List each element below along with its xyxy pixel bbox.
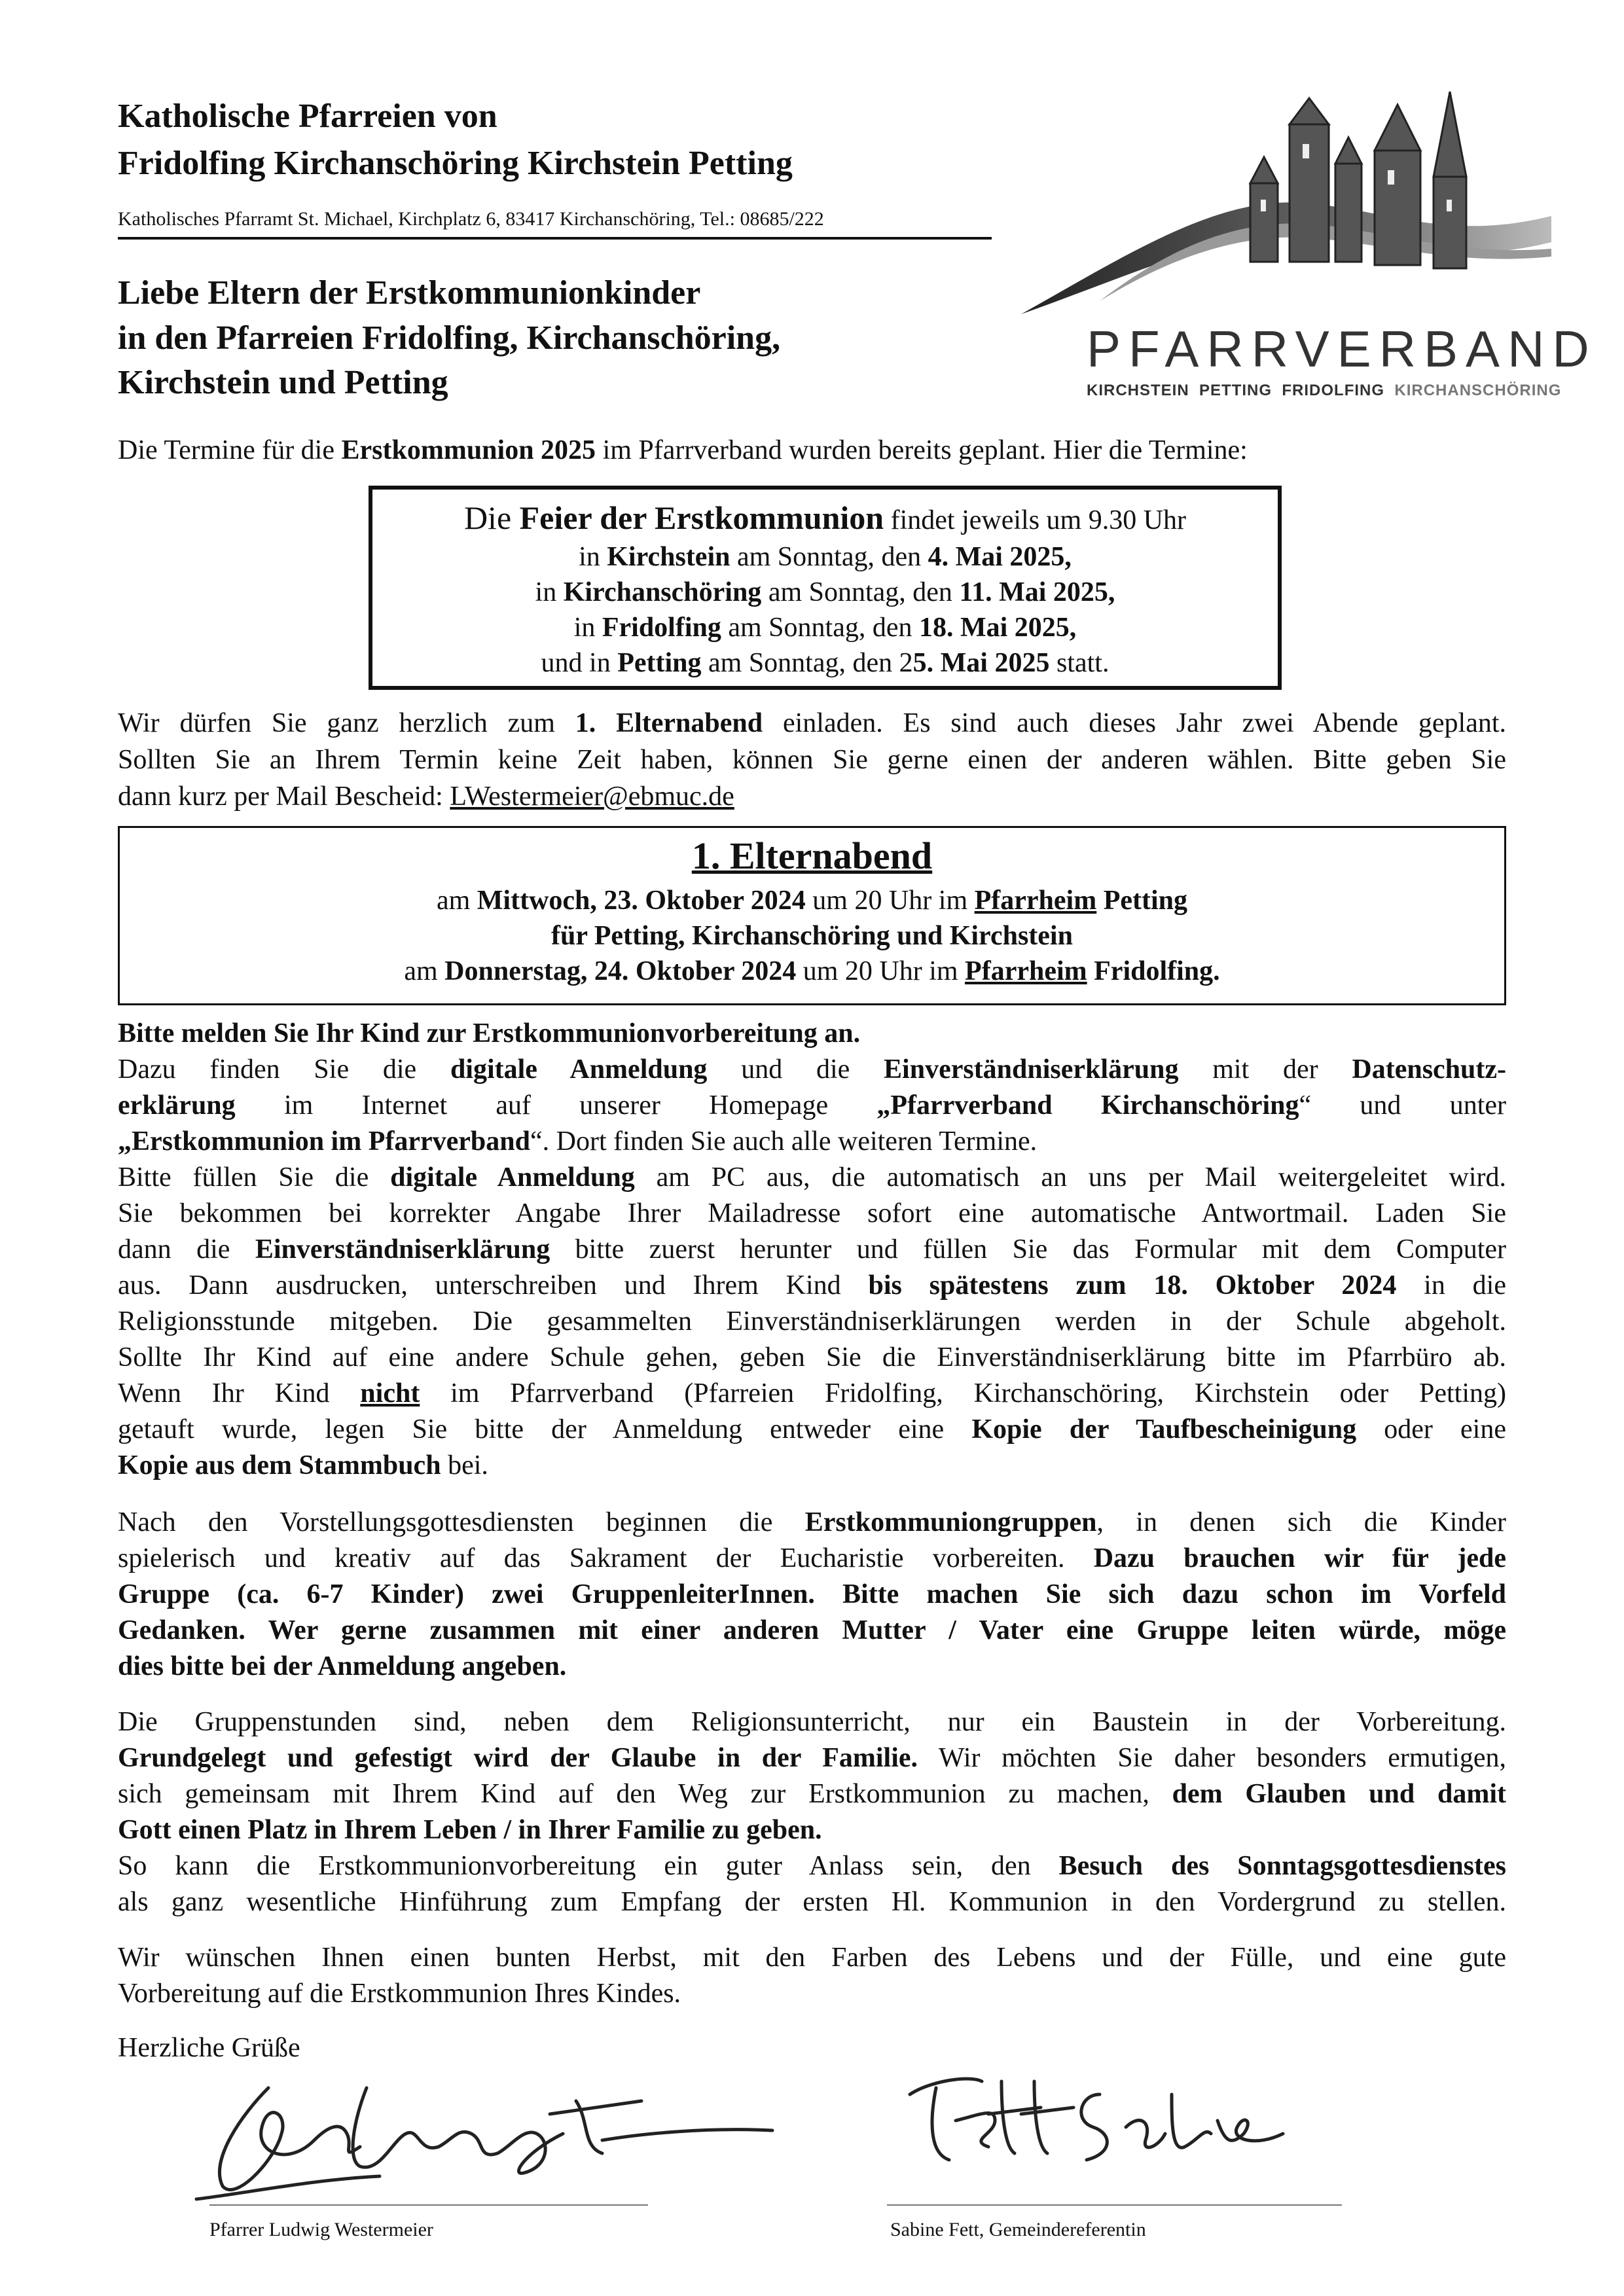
groups-line1 — [118, 1506, 1506, 1539]
text: am — [404, 956, 445, 986]
term: digitale Anmeldung — [390, 1162, 635, 1193]
text: und die — [707, 1054, 884, 1085]
groups-line5: dies bitte bei der Anmeldung angeben. — [118, 1651, 567, 1681]
text: “ und unter — [1299, 1090, 1506, 1121]
date-kirchanschoering — [372, 576, 1278, 609]
date-kirchstein — [372, 541, 1278, 573]
page-name: „Erstkommunion im Pfarrverband — [118, 1126, 530, 1157]
registration-line2 — [118, 1089, 1506, 1122]
text: einladen. Es sind auch dieses Jahr zwei Abende geplant. — [763, 708, 1507, 738]
registration-line12 — [118, 1449, 1506, 1482]
registration-line1 — [118, 1053, 1506, 1086]
signature-left-line — [209, 2204, 648, 2206]
salutation-line1: Liebe Eltern der Erstkommunionkinder — [118, 274, 701, 312]
homepage-name: „Pfarrverband Kirchanschöring — [876, 1090, 1299, 1121]
venue: Pfarrheim — [974, 886, 1097, 916]
logo-parish-kirchanschoering: KIRCHANSCHÖRING — [1394, 382, 1562, 399]
text: am Sonntag, den 2 — [701, 648, 913, 678]
text: Bitte füllen Sie die — [118, 1162, 391, 1193]
place: Petting — [1096, 886, 1188, 916]
intro-highlight: Erstkommunion 2025 — [341, 435, 596, 465]
signature-right-name: Sabine Fett, Gemeindereferentin — [890, 2219, 1146, 2240]
signature-left-name: Pfarrer Ludwig Westermeier — [209, 2219, 433, 2240]
date: 5. Mai 2025 — [912, 648, 1050, 678]
text: mit der — [1178, 1054, 1352, 1085]
place: Kirchanschöring — [563, 577, 762, 607]
term: Datenschutz- — [1352, 1054, 1507, 1085]
text: am Sonntag, den — [730, 542, 928, 572]
text: dann kurz per Mail Bescheid: — [118, 781, 450, 812]
logo-parish-petting: PETTING — [1199, 382, 1272, 399]
salutation-line2: in den Pfarreien Fridolfing, Kirchanschöring, — [118, 319, 781, 357]
text: Wenn Ihr Kind — [118, 1378, 361, 1408]
deadline: bis spätestens zum 18. Oktober 2024 — [868, 1270, 1397, 1300]
logo-wordmark: PFARRVERBAND — [1087, 320, 1597, 378]
text: statt. — [1049, 648, 1110, 678]
text: findet jeweils um 9.30 Uhr — [884, 505, 1187, 535]
date-petting — [372, 647, 1278, 679]
text: Nach den Vorstellungsgottesdiensten beginnen die — [118, 1507, 805, 1537]
text: Die — [463, 499, 520, 536]
faith-line6: als ganz wesentliche Hinführung zum Empfang der ersten Hl. Kommunion in den Vordergrund zu stellen. — [118, 1887, 1506, 1917]
date: 4. Mai 2025, — [928, 542, 1072, 572]
registration-heading: Bitte melden Sie Ihr Kind zur Erstkommunionvorbereitung an. — [118, 1018, 861, 1049]
groups-line4: Gedanken. Wer gerne zusammen mit einer anderen Mutter / Vater eine Gruppe leiten würde, möge — [118, 1615, 1506, 1645]
intro-paragraph — [118, 434, 1506, 467]
emphasis: dem Glauben und damit — [1172, 1779, 1506, 1809]
faith-line2 — [118, 1742, 1506, 1774]
invite-line2: Sollten Sie an Ihrem Termin keine Zeit haben, können Sie gerne einen der anderen wählen. Bitte geben Sie — [118, 745, 1506, 775]
pfarrverband-logo-icon — [1021, 85, 1551, 334]
text: , in denen sich die Kinder — [1096, 1507, 1506, 1537]
registration-line5: Sie bekommen bei korrekter Angabe Ihrer Mailadresse sofort eine automatische Antwortmail. Laden Sie — [118, 1198, 1506, 1229]
emphasis: Grundgelegt und gefestigt wird der Glaube in der Familie. — [118, 1743, 918, 1773]
closing-line2: Vorbereitung auf die Erstkommunion Ihres Kindes. — [118, 1979, 681, 2009]
header-divider — [118, 237, 992, 240]
date-fridolfing — [372, 611, 1278, 644]
text: Dazu finden Sie die — [118, 1054, 450, 1085]
org-name-line2: Fridolfing Kirchanschöring Kirchstein Petting — [118, 145, 793, 182]
dates-intro-line — [372, 499, 1278, 539]
invite-line1 — [118, 707, 1506, 740]
registration-line10 — [118, 1377, 1506, 1410]
intro-text-end: im Pfarrverband wurden bereits geplant. Hier die Termine: — [596, 435, 1248, 465]
term: Einverständniserklärung — [255, 1234, 550, 1265]
parish-address: Katholisches Pfarramt St. Michael, Kirchplatz 6, 83417 Kirchanschöring, Tel.: 08685/222 — [118, 208, 824, 230]
registration-line11 — [118, 1413, 1506, 1446]
closing-greeting: Herzliche Grüße — [118, 2033, 300, 2063]
logo-parish-list — [1087, 382, 1561, 400]
place: Fridolfing. — [1087, 956, 1220, 986]
document: Kopie aus dem Stammbuch — [118, 1450, 441, 1480]
faith-line1: Die Gruppenstunden sind, neben dem Religionsunterricht, nur ein Baustein in der Vorbereitung. — [118, 1707, 1506, 1737]
text: im Pfarrverband (Pfarreien Fridolfing, Kirchanschöring, Kirchstein oder Petting) — [420, 1378, 1506, 1408]
text: am — [436, 886, 477, 916]
text: in — [573, 613, 602, 643]
text: in die — [1396, 1270, 1506, 1300]
text: am PC aus, die automatisch an uns per Mail weitergeleitet wird. — [634, 1162, 1506, 1193]
venue: Pfarrheim — [965, 956, 1087, 986]
date: 18. Mai 2025, — [919, 613, 1077, 643]
faith-line5 — [118, 1850, 1506, 1882]
registration-line9: Sollte Ihr Kind auf eine andere Schule gehen, geben Sie die Einverständniserklärung bitte im Pfarrbüro ab. — [118, 1342, 1506, 1372]
text: getauft wurde, legen Sie bitte der Anmeldung entweder eine — [118, 1414, 972, 1444]
registration-line3 — [118, 1125, 1506, 1158]
parents-evening-box — [118, 826, 1506, 1005]
closing-line1: Wir wünschen Ihnen einen bunten Herbst, mit den Farben des Lebens und der Fülle, und eine gute — [118, 1943, 1506, 1973]
place: Kirchstein — [607, 542, 731, 572]
text: und in — [541, 648, 618, 678]
term: Einverständniserklärung — [884, 1054, 1179, 1085]
logo-parish-fridolfing: FRIDOLFING — [1282, 382, 1385, 399]
term: digitale Anmeldung — [450, 1054, 708, 1085]
registration-line8: Religionsstunde mitgeben. Die gesammelten Einverständniserklärungen werden in der Schule abgeholt. — [118, 1306, 1506, 1336]
evening-fridolfing — [120, 955, 1504, 988]
emphasis: nicht — [360, 1378, 420, 1408]
registration-line4 — [118, 1161, 1506, 1194]
text: So kann die Erstkommunionvorbereitung ein guter Anlass sein, den — [118, 1851, 1059, 1881]
document: Kopie der Taufbescheinigung — [971, 1414, 1357, 1444]
text: sich gemeinsam mit Ihrem Kind auf den Weg zur Erstkommunion zu machen, — [118, 1779, 1172, 1809]
communion-dates-box — [369, 486, 1282, 690]
text: Wir dürfen Sie ganz herzlich zum — [118, 708, 575, 738]
org-name-line1: Katholische Pfarreien von — [118, 98, 497, 135]
term: Erstkommuniongruppen — [804, 1507, 1097, 1537]
text: in — [579, 542, 607, 572]
emphasis: Besuch des Sonntagsgottesdienstes — [1058, 1851, 1506, 1881]
signature-right-line — [887, 2204, 1342, 2206]
parents-evening-title: 1. Elternabend — [691, 834, 933, 877]
text: am Sonntag, den — [761, 577, 960, 607]
intro-text: Die Termine für die — [118, 435, 342, 465]
event-name: Feier der Erstkommunion — [519, 499, 884, 536]
evening-petting — [120, 884, 1504, 917]
term: erklärung — [118, 1090, 236, 1121]
text: am Sonntag, den — [721, 613, 919, 643]
text: “. Dort finden Sie auch alle weiteren Termine. — [530, 1126, 1038, 1157]
text: Wir möchten Sie daher besonders ermutigen, — [918, 1743, 1506, 1773]
signature-left-icon — [183, 2062, 805, 2206]
groups-line3: Gruppe (ca. 6-7 Kinder) zwei GruppenleiterInnen. Bitte machen Sie sich dazu schon im Vorfeld — [118, 1579, 1506, 1609]
text: in — [535, 577, 564, 607]
registration-line7 — [118, 1269, 1506, 1302]
date: 11. Mai 2025, — [959, 577, 1115, 607]
request: Dazu brauchen wir für jede — [1093, 1543, 1506, 1573]
registration-line6 — [118, 1233, 1506, 1266]
text: um 20 Uhr im — [796, 956, 965, 986]
faith-line4: Gott einen Platz in Ihrem Leben / in Ihrer Familie zu geben. — [118, 1815, 822, 1845]
place: Fridolfing — [602, 613, 721, 643]
faith-line3 — [118, 1778, 1506, 1810]
salutation-line3: Kirchstein und Petting — [118, 364, 448, 401]
text: um 20 Uhr im — [805, 886, 975, 916]
text: spielerisch und kreativ auf das Sakrament der Eucharistie vorbereiten. — [118, 1543, 1094, 1573]
groups-line2 — [118, 1542, 1506, 1575]
evening-petting-audience: für Petting, Kirchanschöring und Kirchstein — [551, 921, 1073, 951]
text: bitte zuerst herunter und füllen Sie das Formular mit dem Computer — [550, 1234, 1506, 1265]
event-name: 1. Elternabend — [575, 708, 763, 738]
logo-parish-kirchstein: KIRCHSTEIN — [1087, 382, 1189, 399]
invite-line3 — [118, 780, 1506, 813]
text: aus. Dann ausdrucken, unterschreiben und Ihrem Kind — [118, 1270, 869, 1300]
date: Donnerstag, 24. Oktober 2024 — [444, 956, 797, 986]
signature-right-icon — [890, 2055, 1296, 2186]
text: bei. — [441, 1450, 488, 1480]
place: Petting — [617, 648, 702, 678]
text: oder eine — [1356, 1414, 1506, 1444]
email-link[interactable]: LWestermeier@ebmuc.de — [450, 781, 734, 812]
date: Mittwoch, 23. Oktober 2024 — [477, 886, 806, 916]
text: im Internet auf unserer Homepage — [235, 1090, 877, 1121]
text: dann die — [118, 1234, 255, 1265]
